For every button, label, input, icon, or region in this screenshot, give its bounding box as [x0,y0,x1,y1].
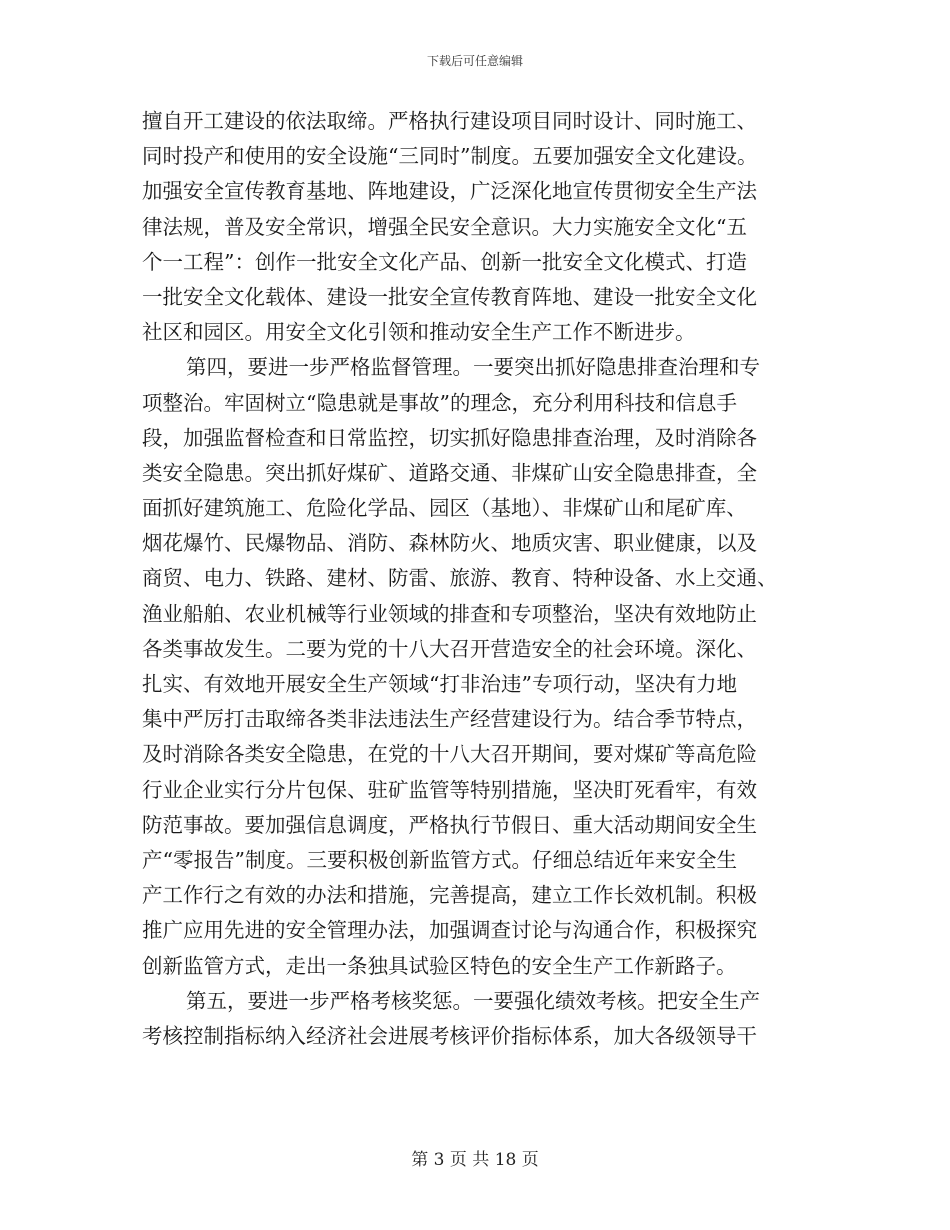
text-line: 扎实、有效地开展安全生产领域“打非治违”专项行动，坚决有力地 [142,672,737,696]
text-line: 类安全隐患。突出抓好煤矿、道路交通、非煤矿山安全隐患排查，全 [142,460,757,485]
text-line: 及时消除各类安全隐患，在党的十八大召开期间，要对煤矿等高危险 [142,742,757,767]
text-line: 渔业船舶、农业机械等行业领域的排查和专项整治，坚决有效地防止 [142,601,757,626]
text-line: 防范事故。要加强信息调度，严格执行节假日、重大活动期间安全生 [142,812,757,837]
text-line: 行业企业实行分片包保、驻矿监管等特别措施，坚决盯死看牢，有效 [142,777,757,802]
page-footer: 第 3 页 共 18 页 [411,1150,539,1170]
text-line: 产工作行之有效的办法和措施，完善提高，建立工作长效机制。积极 [142,883,757,908]
text-line: 烟花爆竹、民爆物品、消防、森林防火、地质灾害、职业健康，以及 [142,531,757,556]
text-line: 加强安全宣传教育基地、阵地建设，广泛深化地宣传贯彻安全生产法 [142,179,757,204]
text-line: 商贸、电力、铁路、建材、防雷、旅游、教育、特种设备、水上交通、 [142,566,778,591]
text-line: 集中严厉打击取缔各类非法违法生产经营建设行为。结合季节特点， [142,707,757,732]
text-line: 个一工程”：创作一批安全文化产品、创新一批安全文化模式、打造 [142,249,747,274]
text-line: 考核控制指标纳入经济社会进展考核评价指标体系，加大各级领导干 [142,1023,757,1048]
paragraph-start-line: 第五，要进一步严格考核奖惩。一要强化绩效考核。把安全生产 [186,988,760,1013]
text-line: 擅自开工建设的依法取缔。严格执行建设项目同时设计、同时施工、 [142,109,757,133]
text-line: 段，加强监督检查和日常监控，切实抓好隐患排查治理，及时消除各 [142,425,757,450]
page-header: 下载后可任意编辑 [426,54,523,68]
text-line: 推广应用先进的安全管理办法，加强调查讨论与沟通合作，积极探究 [142,918,757,943]
text-line: 同时投产和使用的安全设施“三同时”制度。五要加强安全文化建设。 [142,144,758,169]
document-body [142,104,822,1054]
text-line: 律法规，普及安全常识，增强全民安全意识。大力实施安全文化“五 [142,214,747,239]
text-line: 社区和园区。用安全文化引领和推动安全生产工作不断进步。 [142,320,696,345]
text-line: 一批安全文化载体、建设一批安全宣传教育阵地、建设一批安全文化 [142,284,757,309]
text-line: 产“零报告”制度。三要积极创新监管方式。仔细总结近年来安全生 [142,847,737,872]
text-line: 各类事故发生。二要为党的十八大召开营造安全的社会环境。深化、 [142,636,757,661]
text-line: 项整治。牢固树立“隐患就是事故”的理念，充分利用科技和信息手 [142,390,737,415]
paragraph-start-line: 第四，要进一步严格监督管理。一要突出抓好隐患排查治理和专 [186,355,760,380]
text-line: 创新监管方式，走出一条独具试验区特色的安全生产工作新路子。 [142,953,737,978]
text-line: 面抓好建筑施工、危险化学品、园区（基地）、非煤矿山和尾矿库、 [142,496,747,521]
